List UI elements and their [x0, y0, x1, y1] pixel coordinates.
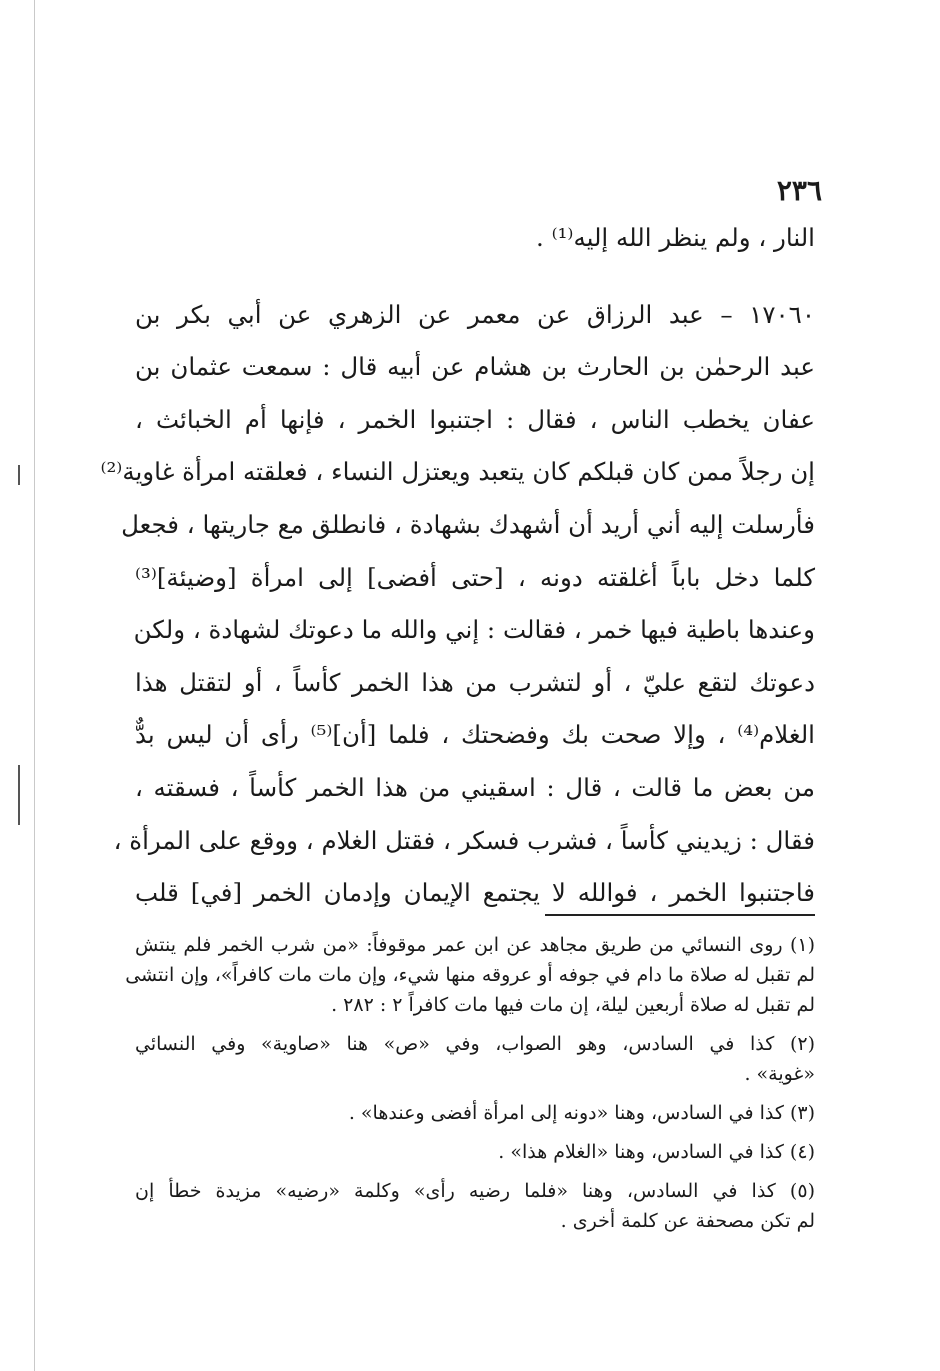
text-line: دعوتك لتقع عليّ ، أو لتشرب من هذا الخمر كأساً ، أو لتقتل هذا [135, 667, 815, 697]
text-line: عفان يخطب الناس ، فقال : اجتنبوا الخمر ، فإنها أم الخبائث ، [135, 404, 815, 434]
footnote-line: لم تكن مصحفة عن كلمة أخرى . [560, 1210, 815, 1232]
footnote-line: لم تقبل له صلاة أربعين ليلة، إن مات فيها مات كافراً ٢ : ٢٨٢ . [331, 994, 815, 1016]
text-line: فأرسلت إليه أني أريد أن أشهدك بشهادة ، فانطلق مع جاريتها ، فجعل [121, 509, 815, 539]
text-line: فقال : زيديني كأساً ، فشرب فسكر ، فقتل الغلام ، ووقع على المرأة ، [113, 825, 815, 855]
text-line: وعندها باطية فيها خمر ، فقالت : إني والله ما دعوتك لشهادة ، ولكن [133, 615, 815, 645]
text-line: النار ، ولم ينظر الله إليه⁽¹⁾ . [536, 223, 815, 252]
footnote-line: «غوية» . [744, 1063, 815, 1085]
footnote-3 [135, 1098, 815, 1128]
footnote-1 [125, 930, 815, 1020]
text-line: من بعض ما قالت ، قال : اسقيني من هذا الخمر كأساً ، فسقته ، [135, 772, 815, 802]
footnote-line: لم تقبل له صلاة ما دام في جوفه أو عروقه منها شيء، وإن مات مات كافراً»، وإن انتشى [125, 964, 815, 986]
text-line: فاجتنبوا الخمر ، فوالله لا يجتمع الإيمان وإدمان الخمر [في] قلب [135, 878, 815, 908]
page-number: ٢٣٦ [776, 174, 822, 207]
scan-mark [18, 765, 20, 825]
footnotes [125, 930, 815, 1236]
footnote-separator [545, 914, 815, 916]
text-line: كلما دخل باباً أغلقته دونه ، [حتى أفضى] إلى امرأة [وضيئة]⁽³⁾ [135, 562, 815, 592]
text-line: الغلام⁽⁴⁾ ، وإلا صحت بك وفضحتك ، فلما [أن]⁽⁵⁾ رأى أن ليس بدٌّ [135, 720, 815, 750]
footnote-5 [135, 1176, 815, 1236]
scan-mark [18, 465, 20, 485]
main-text [100, 212, 815, 920]
footnote-line: (٣) كذا في السادس، وهنا «دونه إلى امرأة أفضى وعندها» . [348, 1102, 815, 1124]
footnote-2 [135, 1029, 815, 1089]
text-line: إن رجلاً ممن كان قبلكم كان يتعبد ويعتزل النساء ، فعلقته امرأة غاوية⁽²⁾ [100, 457, 815, 487]
footnote-line: (٢) كذا في السادس، وهو الصواب، وفي «ص» هنا «صاوية» وفي النسائي [135, 1033, 815, 1055]
footnote-4 [135, 1137, 815, 1167]
footnote-line: (٥) كذا في السادس، وهنا «فلما رضيه رأى» وكلمة «رضيه» مزيدة خطأ إن [135, 1180, 815, 1202]
scan-edge-line [34, 0, 35, 1371]
text-line: ١٧٠٦٠ – عبد الرزاق عن معمر عن الزهري عن أبي بكر بن [135, 299, 815, 329]
footnote-line: (٤) كذا في السادس، وهنا «الغلام هذا» . [498, 1141, 815, 1163]
footnote-line: (١) روى النسائي من طريق مجاهد عن ابن عمر موقوفاً: «من شرب الخمر فلم ينتش [135, 934, 815, 956]
text-line: عبد الرحمٰن بن الحارث بن هشام عن أبيه قال : سمعت عثمان بن [135, 352, 815, 382]
